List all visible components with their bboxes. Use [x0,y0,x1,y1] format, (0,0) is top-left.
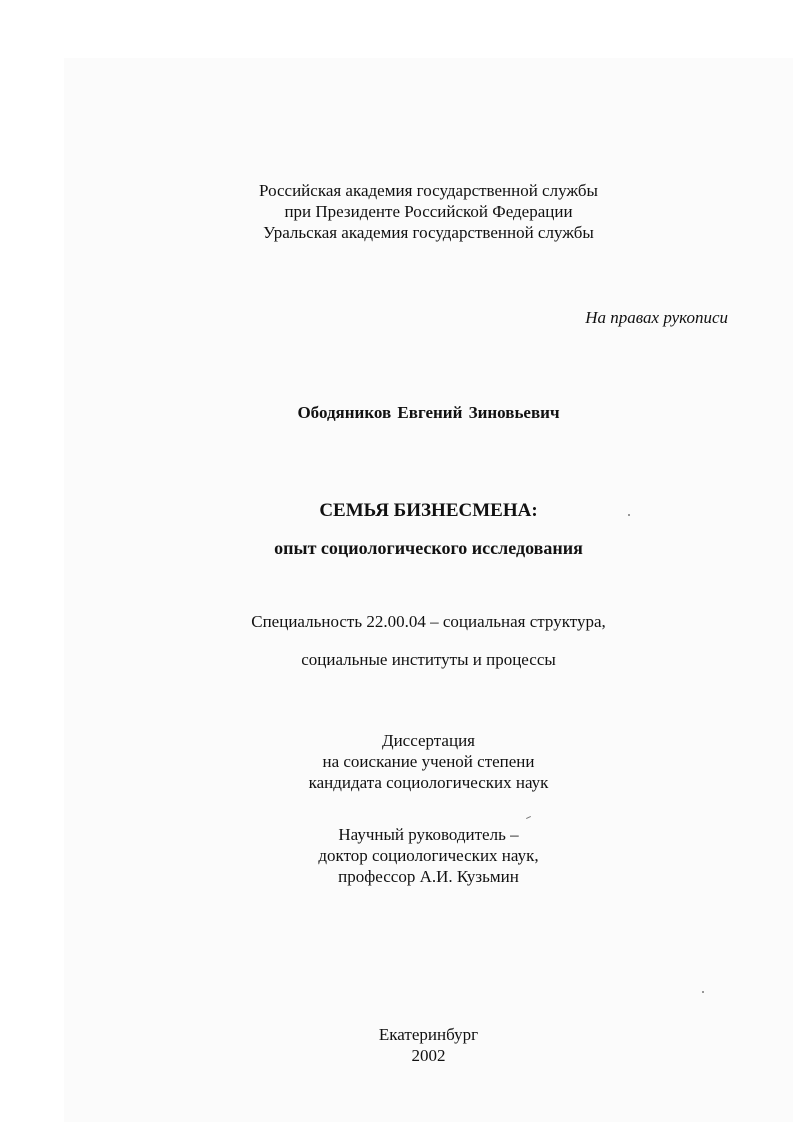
place-year-block [0,1024,793,1066]
scan-speck [702,991,704,993]
city: Екатеринбург [378,1025,479,1044]
specialty-line-2: социальные институты и процессы [301,650,556,669]
dissertation-title: СЕМЬЯ БИЗНЕСМЕНА: [319,500,538,521]
degree-block [0,730,793,793]
degree-line-3: кандидата социологических наук [308,773,549,792]
organization-header [0,180,793,243]
organization-line-2: при Президенте Российской Федерации [284,202,573,221]
organization-line-1: Российская академия государственной службы [259,181,598,200]
author-name: Ободяников Евгений Зиновьевич [297,403,560,422]
specialty-block [0,603,793,679]
specialty-line-1: Специальность 22.00.04 – социальная структура, [251,612,606,631]
dissertation-subtitle: опыт социологического исследования [274,538,583,558]
advisor-line-1: Научный руководитель – [338,825,519,844]
advisor-line-3: профессор А.И. Кузьмин [338,867,519,886]
advisor-line-2: доктор социологических наук, [318,846,539,865]
organization-line-3: Уральская академия государственной службы [263,223,594,242]
manuscript-note: На правах рукописи [585,308,728,327]
advisor-block [0,824,793,887]
degree-line-2: на соискание ученой степени [322,752,535,771]
scan-speck [628,514,630,516]
year: 2002 [411,1046,446,1065]
degree-line-1: Диссертация [381,731,475,750]
